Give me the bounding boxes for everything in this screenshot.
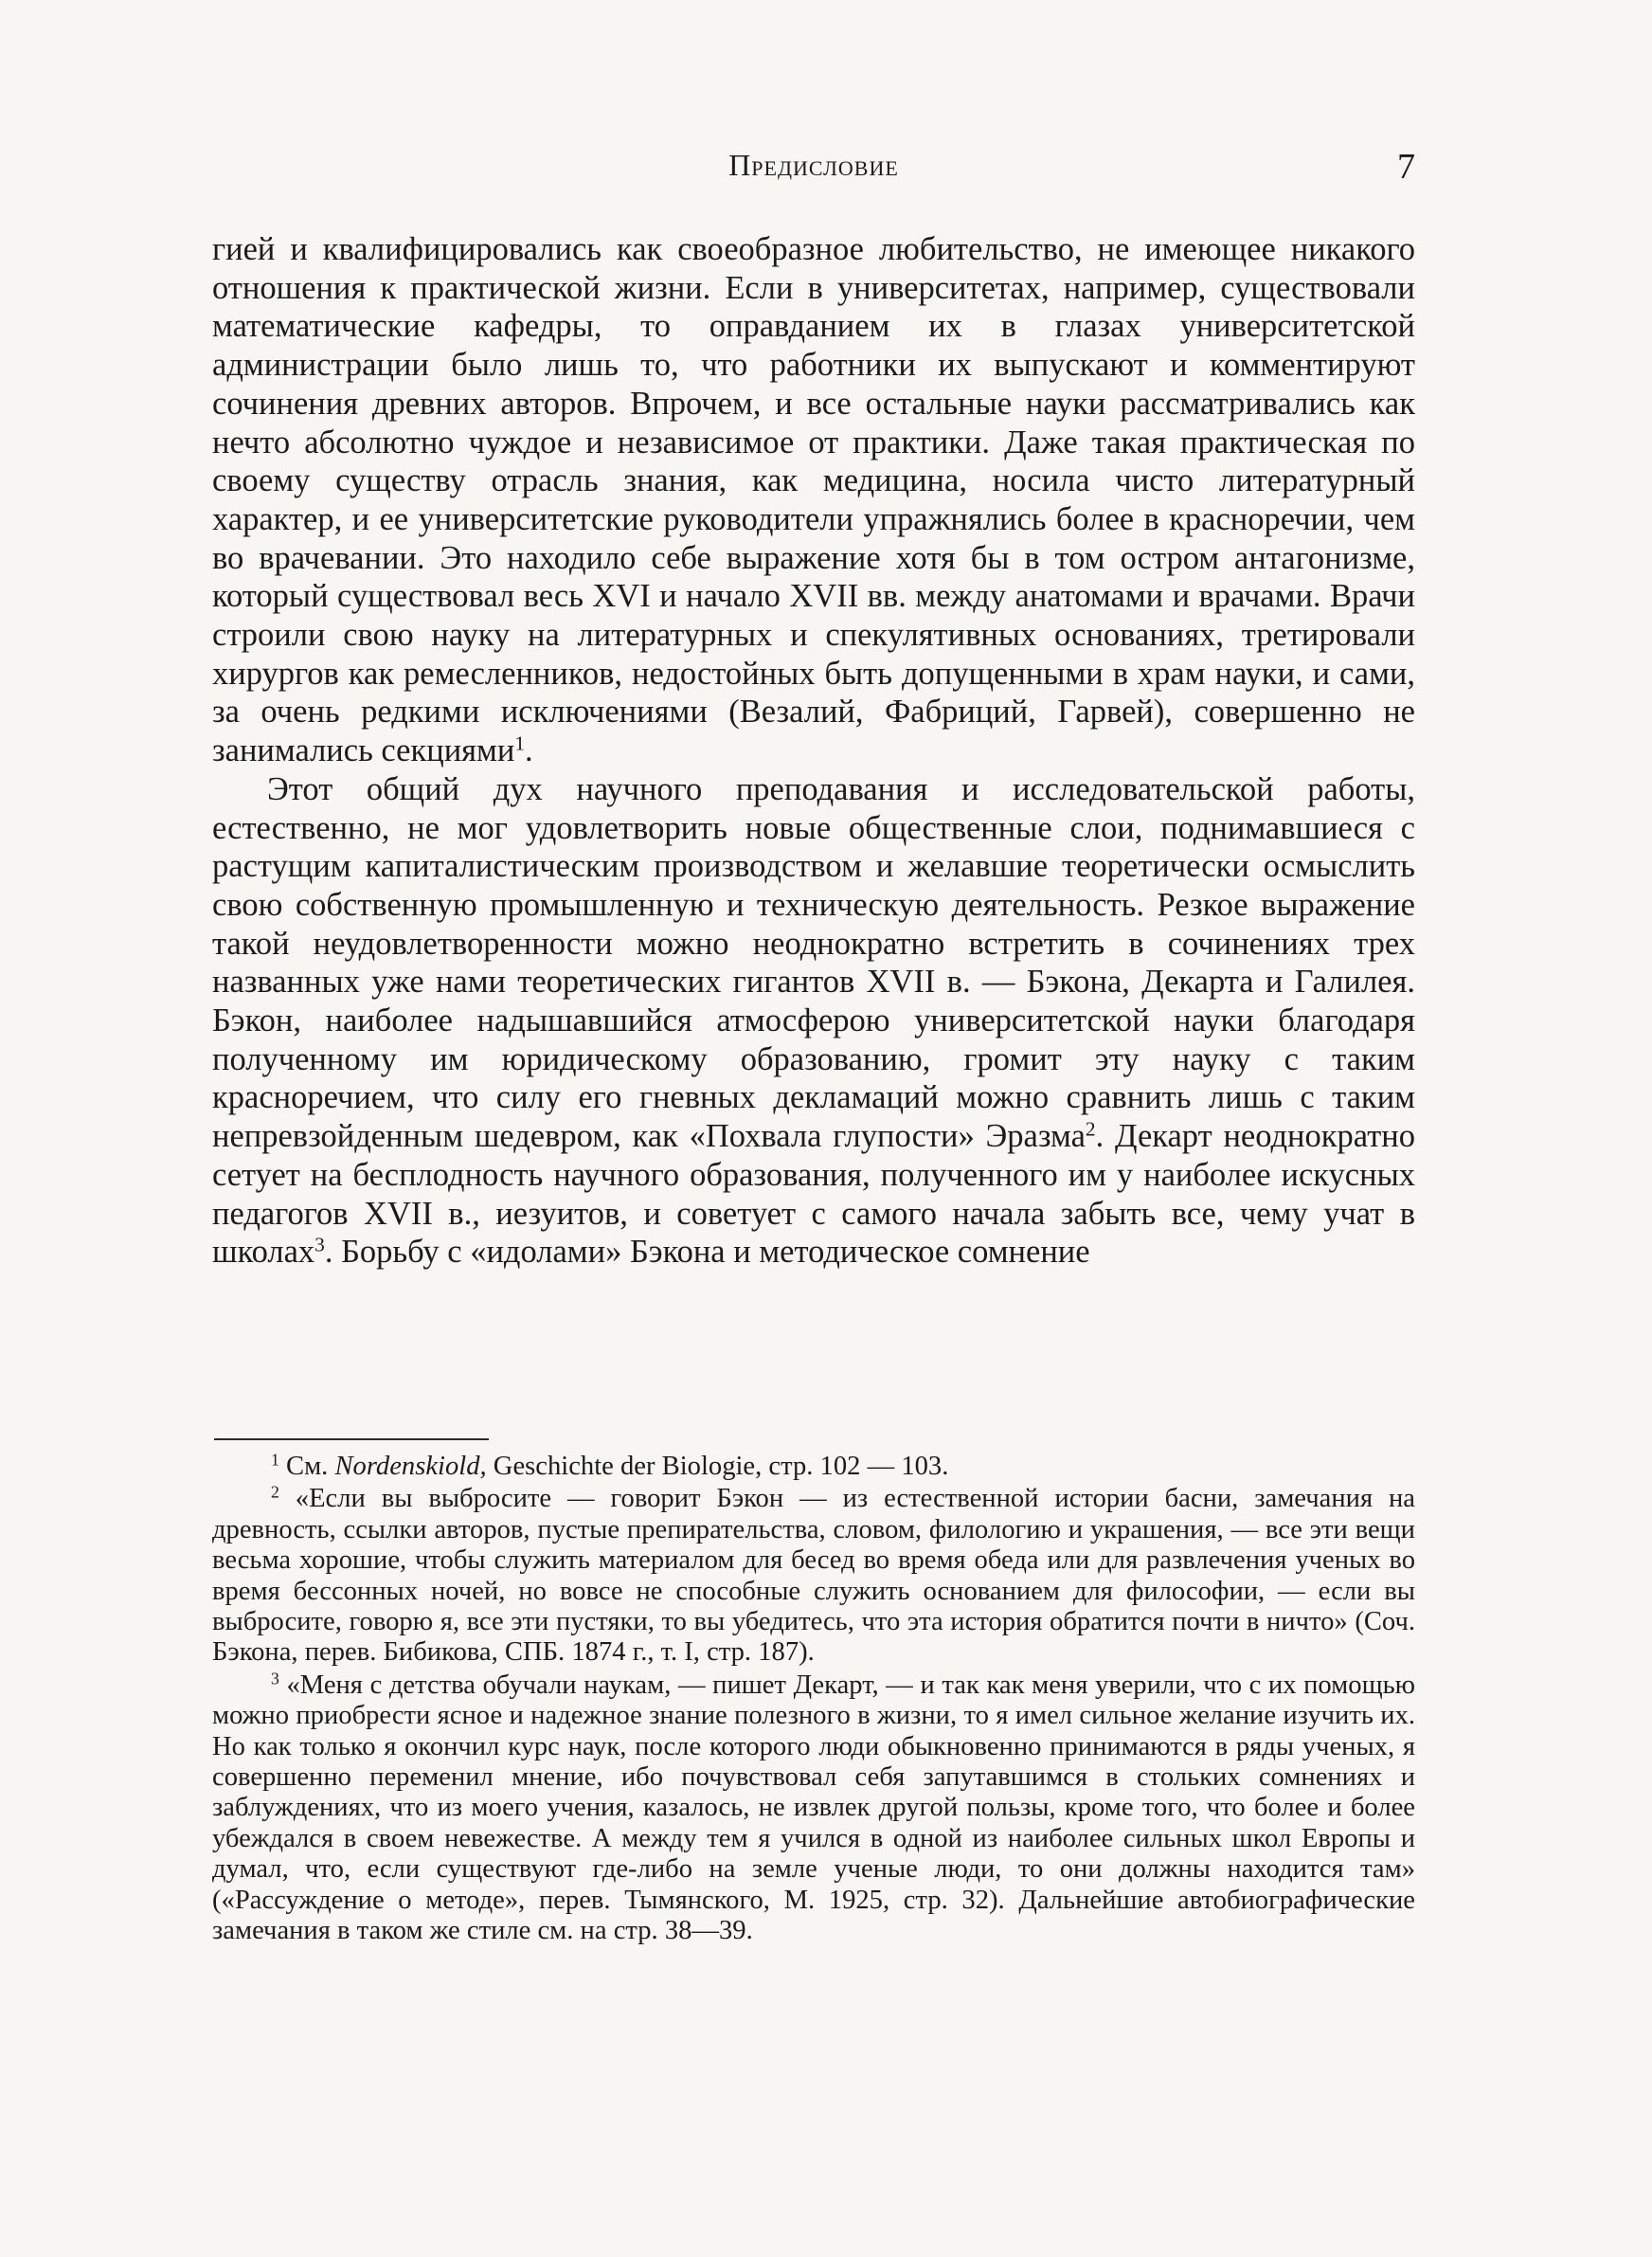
footnote-1-prefix: См. <box>286 1452 335 1481</box>
footnote-1-mark: 1 <box>271 1450 279 1470</box>
paragraph-1-text: гией и квалифицировались как своеобразное любительство, не имеющее никакого отношения к практической жизни. Если в университетах, например, существовали математические кафедры, то оправданием их в глазах университетской администрации было лишь то, что работники их выпускают и комментируют сочинения древних авторов. Впрочем, и все остальные науки рассматривались как нечто абсолютно чуждое и независимое от практики. Даже такая практическая по своему существу отрасль знания, как медицина, носила чисто литературный характер, и ее университетские руководители упражнялись более в красноречии, чем во врачевании. Это находило себе выражение хотя бы в том остром антагонизме, который существовал весь XVI и начало XVII вв. между анатомами и врачами. Врачи строили свою науку на литературных и спекулятивных основаниях, третировали хирургов как ремесленников, недостойных быть допущенными в храм науки, и сами, за очень редкими исключениями (Везалий, Фабриций, Гарвей), совершенно не занимались секциями <box>212 231 1415 769</box>
footnote-3 <box>212 1670 1415 1947</box>
page-number: 7 <box>1397 147 1415 187</box>
footnote-1-author: Nordenskiold, <box>334 1452 487 1481</box>
paragraph-2-text-a: Этот общий дух научного преподавания и исследовательской работы, естественно, не мог удовлетворить новые общественные слои, поднимавшиеся с растущим капиталистическим производством и желавшие теоретически осмыслить свою собственную промышленную и техническую деятельность. Резкое выражение такой неудовлетворенности можно неоднократно встретить в сочинениях трех названных уже нами теоретических гигантов XVII в. — Бэкона, Декарта и Галилея. Бэкон, наиболее надышавшийся атмосферою университетской науки благодаря полученному им юридическому образованию, громит эту науку с таким красноречием, что силу его гневных декламаций можно сравнить лишь с таким непревзойденным шедевром, как «Похвала глупости» Эразма <box>212 770 1415 1155</box>
paragraph-1 <box>212 230 1415 770</box>
footnote-ref-2: 2 <box>1085 1117 1096 1141</box>
footnote-2-mark: 2 <box>271 1482 279 1502</box>
running-head <box>212 148 1415 195</box>
footnote-divider <box>214 1438 489 1440</box>
footnote-ref-1: 1 <box>514 731 526 755</box>
paragraph-1-end: . <box>525 732 533 769</box>
footnotes <box>212 1452 1415 1947</box>
page-title: Предисловие <box>728 148 899 182</box>
footnote-1-text: Geschichte der Biologie, стр. 102 — 103. <box>486 1452 949 1481</box>
footnote-2 <box>212 1484 1415 1668</box>
paragraph-2-text-c: . Борьбу с «идолами» Бэкона и методическое сомнение <box>324 1234 1090 1271</box>
footnote-2-text: «Если вы выбросите — говорит Бэкон — из естественной истории басни, замечания на древность, ссылки авторов, пустые препирательства, словом, филологию и украшения, — все эти вещи весьма хорошие, чтобы служить материалом для бесед во время обеда или для развлечения ученых во время бессонных ночей, но вовсе не способные служить основанием для философии, — если вы выбросите, говорю я, все эти пустяки, то вы убедитесь, что эта история обратится почти в ничто» (Соч. Бэкона, перев. Бибикова, СПБ. 1874 г., т. I, стр. 187). <box>212 1484 1416 1668</box>
footnote-3-text: «Меня с детства обучали наукам, — пишет Декарт, — и так как меня уверили, что с их помощью можно приобрести ясное и надежное знание полезного в жизни, то я имел сильное желание изучить их. Но как только я окончил курс наук, после которого люди обыкновенно принимаются в ряды ученых, я совершенно переменил мнение, ибо почувствовал себя запутавшимся в стольких сомнениях и заблуждениях, что из моего учения, казалось, не извлек другой пользы, кроме того, что более и более убеждался в своем невежестве. А между тем я учился в одной из наиболее сильных школ Европы и думал, что, если существуют где-либо на земле ученые люди, то они должны находится там» («Рассуждение о методе», перев. Тымянского, М. 1925, стр. 32). Дальнейшие автобиографические замечания в таком же стиле см. на стр. 38—39. <box>212 1670 1415 1946</box>
footnote-1 <box>212 1452 1415 1482</box>
paragraph-2 <box>212 770 1415 1272</box>
footnote-3-mark: 3 <box>271 1669 279 1688</box>
main-text <box>212 230 1415 1272</box>
paragraph-2-text-b: . Декарт неоднократно сетует на бесплодность научного образования, полученного им у наиболее искусных педагогов XVII в., иезуитов, и советует с самого начала забыть все, чему учат в школах <box>212 1118 1415 1271</box>
footnote-ref-3: 3 <box>314 1233 325 1256</box>
